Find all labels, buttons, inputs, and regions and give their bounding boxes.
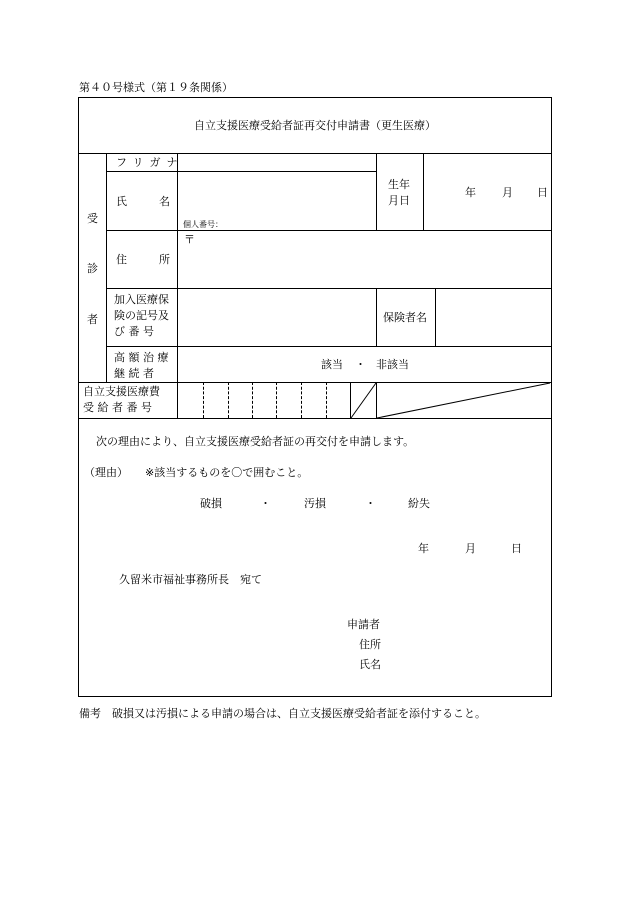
insurer-label: 保険者名: [383, 311, 427, 324]
high-cost-applicable: 該当: [321, 358, 343, 371]
recipient-number-label-1: 自立支援医療費: [83, 385, 160, 398]
birth-label-1: 生年: [388, 178, 410, 191]
postal-mark: 〒: [184, 233, 195, 246]
birth-label-2: 月日: [388, 194, 410, 207]
insurance-label-1: 加入医療保: [114, 293, 169, 306]
birth-day-unit: 日: [537, 186, 548, 199]
request-text: 次の理由により、自立支援医療受給者証の再交付を申請します。: [96, 435, 415, 448]
patient-label-2: 診: [87, 262, 98, 275]
address-label: [116, 254, 170, 265]
high-cost-label: [114, 352, 169, 379]
insurance-label: [114, 294, 169, 337]
birth-month-unit: 月: [502, 186, 513, 199]
reason-label: （理由）: [84, 466, 128, 479]
high-cost-separator: ・: [355, 358, 366, 371]
address-label-2: 所: [159, 253, 170, 266]
patient-label-1: 受: [87, 212, 98, 225]
birth-label: [388, 179, 410, 206]
high-cost-label-1: 高 額 治 療: [114, 351, 169, 364]
high-cost-not-applicable: 非該当: [376, 358, 409, 371]
name-label-2: 名: [159, 195, 170, 208]
insurance-label-3: び 番 号: [114, 325, 154, 338]
name-label: [116, 196, 170, 207]
recipient-number-label-2: 受 給 者 番 号: [83, 401, 152, 414]
form-title: 自立支援医療受給者証再交付申請書（更生医療）: [194, 119, 436, 132]
form-number: 第４０号様式（第１９条関係）: [79, 81, 233, 94]
applicant-address-label: 住所: [359, 638, 381, 651]
high-cost-label-2: 継 続 者: [114, 367, 154, 380]
reason-lost: 紛失: [408, 497, 430, 510]
strike-line-small: [351, 383, 376, 418]
date-year-unit: 年: [418, 542, 429, 555]
strike-line-large: [377, 383, 550, 418]
recipient-number-label: [83, 386, 160, 413]
reason-note: ※該当するものを〇で囲むこと。: [145, 466, 309, 479]
date-month-unit: 月: [465, 542, 476, 555]
applicant-name-label: 氏名: [359, 658, 381, 671]
remarks: 備考 破損又は汚損による申請の場合は、自立支援医療受給者証を添付すること。: [79, 707, 486, 720]
patient-label-3: 者: [87, 313, 98, 326]
insurance-label-2: 険の記号及: [114, 309, 169, 322]
reason-separator-2: ・: [365, 497, 376, 510]
reason-separator-1: ・: [260, 497, 271, 510]
applicant-label: 申請者: [347, 618, 380, 631]
date-day-unit: 日: [511, 542, 522, 555]
address-label-1: 住: [116, 253, 127, 266]
reason-damage: 破損: [200, 497, 222, 510]
furigana-label: フリガナ: [116, 156, 184, 169]
my-number-label: 個人番号：: [183, 220, 223, 229]
reason-soiled: 汚損: [304, 497, 326, 510]
name-label-1: 氏: [116, 195, 127, 208]
addressee: 久留米市福祉事務所長 宛て: [119, 573, 262, 586]
birth-year-unit: 年: [465, 186, 476, 199]
